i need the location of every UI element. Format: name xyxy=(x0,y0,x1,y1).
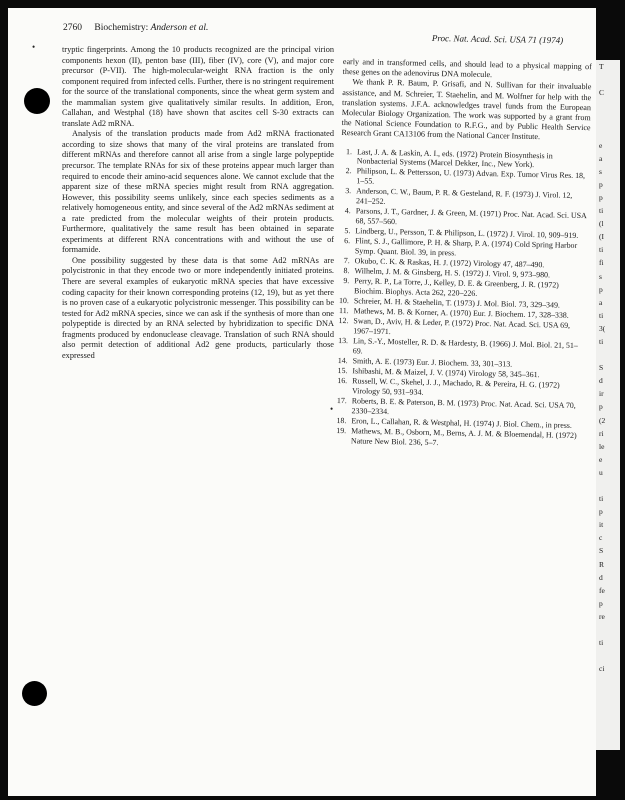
edge-fragment: S xyxy=(599,546,604,556)
reference-text: Last, J. A. & Laskin, A. I., eds. (1972) Protein Biosynthesis in Nonbacterial Systems (Marcel Dekker, Inc., New York). xyxy=(356,146,553,170)
edge-fragment: T xyxy=(599,62,604,71)
reference-text: Wilhelm, J. M. & Ginsberg, H. S. (1972) J. Virol. 9, 973–980. xyxy=(354,266,551,280)
edge-fragment: ri xyxy=(599,428,604,438)
page-number: 2760 xyxy=(63,23,82,33)
reference-number: 11. xyxy=(339,306,349,316)
reference-number: 16. xyxy=(337,376,348,386)
paragraph-3: One possibility suggested by these data is that some Ad2 mRNAs are polycistronic in that they encode two or more independently initiated proteins. There are several examples of eukaryotic mRNA species that have excessive coding capacity for their known corresponding proteins (12, 19), but as yet there is no proven case of a eukaryotic polycistronic messenger. This possibility can be tested for Ad2 mRNA species, since we can ask if the synthesis of more than one polypeptide is directed by an RNA selected by hybridization to specific DNA fragments produced by endonuclease cleavage. Translation of such RNA should also permit detection of additional Ad2 gene products, particularly those expressed xyxy=(62,255,334,360)
reference-text: Lindberg, U., Persson, T. & Philipson, L. (1972) J. Virol. 10, 909–919. xyxy=(355,226,579,240)
edge-fragment xyxy=(596,649,620,662)
reference-number: 19. xyxy=(336,425,347,436)
reference-text: Mathews, M. B. & Korner, A. (1970) Eur. J. Biochem. 17, 328–338. xyxy=(353,306,569,320)
edge-fragment: S xyxy=(599,363,604,373)
acknowledgments: We thank P. R. Baum, P. Grisafi, and N. Sullivan for their invaluable assistance, and M. Schreier, T. Staehelin, and M. Wolfner for help with the translation systems. J.F.A. acknowledges travel funds from the European Molecular Biology Organization. The work was supported by a grant from the National Science Foundation to R.F.G., and by Public Health Service Research Grant CA13106 from the National Cancer Institute. xyxy=(341,77,592,142)
edge-fragment: ti xyxy=(599,310,604,320)
reference-number: 3. xyxy=(345,186,352,196)
right-column xyxy=(335,57,592,451)
reference-number: 14. xyxy=(337,355,348,365)
journal-section: Biochemistry: xyxy=(94,23,149,33)
punch-hole-bottom xyxy=(22,681,47,706)
edge-fragment: a xyxy=(599,297,603,307)
reference-text: Philipson, L. & Pettersson, U. (1973) Advan. Exp. Tumor Virus Res. 18, 1–55. xyxy=(356,166,586,186)
reference-number: 9. xyxy=(343,276,350,286)
adjacent-page-edge xyxy=(596,60,620,750)
reference-number: 18. xyxy=(336,415,347,425)
reference-text: Flint, S. J., Gallimore, P. H. & Sharp, P. A. (1974) Cold Spring Harbor Symp. Quant. Biol. 39, in press. xyxy=(354,236,578,257)
journal-citation-header: Proc. Nat. Acad. Sci. USA 71 (1974) xyxy=(431,33,564,46)
reference-list xyxy=(335,147,590,451)
edge-fragment: p xyxy=(599,402,603,412)
reference-number: 13. xyxy=(338,335,349,346)
edge-fragment xyxy=(596,99,620,112)
reference-text: Schreier, M. H. & Staehelin, T. (1973) J. Mol. Biol. 73, 329–349. xyxy=(353,296,561,310)
edge-fragment: e xyxy=(599,140,603,150)
reference-text: Russell, W. C., Skehel, J. J., Machado, R. & Pereira, H. G. (1972) Virology 50, 931–934. xyxy=(351,376,560,397)
edge-fragment: C xyxy=(599,88,605,98)
reference-number: 5. xyxy=(344,225,351,235)
reference-text: Roberts, B. E. & Paterson, B. M. (1973) Proc. Nat. Acad. Sci. USA 70, 2330–2334. xyxy=(351,396,576,416)
edge-fragment xyxy=(596,125,620,138)
edge-fragment: ir xyxy=(599,389,604,399)
reference-text: Ishibashi, M. & Maizel, J. V. (1974) Virology 58, 345–361. xyxy=(352,366,540,380)
edge-fragment: it xyxy=(599,520,604,530)
reference-number: 7. xyxy=(343,255,350,265)
edge-fragment: fe xyxy=(599,585,605,595)
header-authors: Anderson et al. xyxy=(150,23,209,33)
edge-fragment: ti xyxy=(599,206,604,216)
margin-mark-ref17: • xyxy=(330,404,334,414)
edge-fragment xyxy=(596,73,620,86)
reference-number: 8. xyxy=(343,265,350,276)
margin-mark-top: • xyxy=(32,42,36,52)
reference-text: Perry, R. P., La Torre, J., Kelley, D. E. & Greenberg, J. R. (1972) Biochim. Biophys. Acta 262, 220–226. xyxy=(354,276,559,298)
edge-fragment: ci xyxy=(599,664,605,674)
edge-fragment: fi xyxy=(599,258,604,268)
reference-text: Swan, D., Aviv, H. & Leder, P. (1972) Proc. Nat. Acad. Sci. USA 69, 1967–1971. xyxy=(353,316,571,336)
edge-fragment: a xyxy=(599,153,603,163)
edge-fragment: R xyxy=(599,559,605,569)
left-column xyxy=(62,45,334,361)
paragraph-continuation: early and in transformed cells, and should lead to a physical mapping of these genes on the adenovirus DNA molecule. xyxy=(342,57,592,80)
edge-fragment: p xyxy=(599,598,603,608)
edge-fragment: ti xyxy=(599,245,604,255)
edge-fragment: d xyxy=(599,572,603,582)
reference-text: Mathews, M. B., Osborn, M., Berns, A. J. M. & Bloemendal, H. (1972) Nature New Biol. 236, 5–7. xyxy=(350,426,577,447)
edge-fragment: p xyxy=(599,507,603,517)
edge-fragment: p xyxy=(599,179,603,189)
reference-number: 12. xyxy=(338,316,349,326)
reference-text: Anderson, C. W., Baum, P. R. & Gesteland, R. F. (1973) J. Virol. 12, 241–252. xyxy=(355,186,573,206)
reference-text: Lin, S.-Y., Mosteller, R. D. & Hardesty, B. (1966) J. Mol. Biol. 21, 51–69. xyxy=(352,336,578,356)
edge-fragment xyxy=(596,623,620,636)
reference-text: Parsons, J. T., Gardner, J. & Green, M. (1971) Proc. Nat. Acad. Sci. USA 68, 557–560. xyxy=(355,206,587,226)
edge-fragment: (2 xyxy=(599,415,606,425)
reference-number: 4. xyxy=(344,206,351,216)
reference-number: 10. xyxy=(338,295,349,306)
edge-fragment xyxy=(596,479,620,492)
edge-fragment: ti xyxy=(599,638,604,648)
paragraph-1: tryptic fingerprints. Among the 10 products recognized are the principal virion components hexon (II), penton base (III), fiber (IV), core (V), and major core precursor (P-VII). The high-molecular-weight RNA fraction is the only component required from infected cells. Further, there is no stringent requirement for the source of the translational components, since the wheat germ system and the mammalian system give qualitatively similar results. In addition, Eron, Callahan, and Westphal (18) have shown that ascites cell S-30 extracts can translate Ad2 mRNA. xyxy=(62,45,334,128)
edge-fragment: e xyxy=(599,454,603,464)
punch-hole-top xyxy=(24,88,50,114)
edge-fragment: p xyxy=(599,284,603,294)
edge-fragment: 3( xyxy=(599,323,606,333)
edge-fragment: p xyxy=(599,192,603,202)
edge-fragment: (I xyxy=(599,232,604,242)
page-header-left xyxy=(63,23,208,33)
reference-number: 6. xyxy=(344,236,351,246)
edge-fragment: s xyxy=(599,271,602,281)
edge-fragment: s xyxy=(599,166,602,176)
reference-number: 17. xyxy=(336,395,347,406)
edge-fragment: ti xyxy=(599,494,604,504)
reference-number: 1. xyxy=(346,146,353,156)
reference-number: 2. xyxy=(345,166,352,176)
edge-fragment: ti xyxy=(599,336,604,346)
edge-fragment xyxy=(596,348,620,361)
edge-fragment xyxy=(596,112,620,125)
edge-fragment: c xyxy=(599,533,603,543)
edge-fragment: le xyxy=(599,441,605,451)
edge-fragment: d xyxy=(599,376,603,386)
reference-text: Okubo, C. K. & Raskas, H. J. (1972) Virology 47, 487–490. xyxy=(354,256,545,269)
reference-text: Eron, L., Callahan, R. & Westphal, H. (1974) J. Biol. Chem., in press. xyxy=(351,416,573,430)
reference-text: Smith, A. E. (1973) Eur. J. Biochem. 33, 301–313. xyxy=(352,356,513,369)
edge-fragment: u xyxy=(599,467,603,477)
paragraph-2: Analysis of the translation products made from Ad2 mRNA fractionated according to size shows that many of the viral proteins are translated from different mRNAs and therefore cannot all arise from a single large polypeptide precursor. The template RNAs for six of these proteins appear much larger than required to encode their amino-acid sequences alone. We cannot exclude that the apparent size of these mRNA species might result from RNA aggregation. However, this possibility seems unlikely, since each species sediments as a relatively homogeneous entity, and since several of the Ad2 mRNAs sediment at a rate predicted from the molecular weights of their protein products. Furthermore, qualitatively the same result has been obtained in separate experiments at different RNA concentrations with and without the use of formamide. xyxy=(62,129,334,255)
edge-fragment: re xyxy=(599,611,605,621)
reference-number: 15. xyxy=(337,365,348,376)
edge-fragment: (l xyxy=(599,219,604,229)
